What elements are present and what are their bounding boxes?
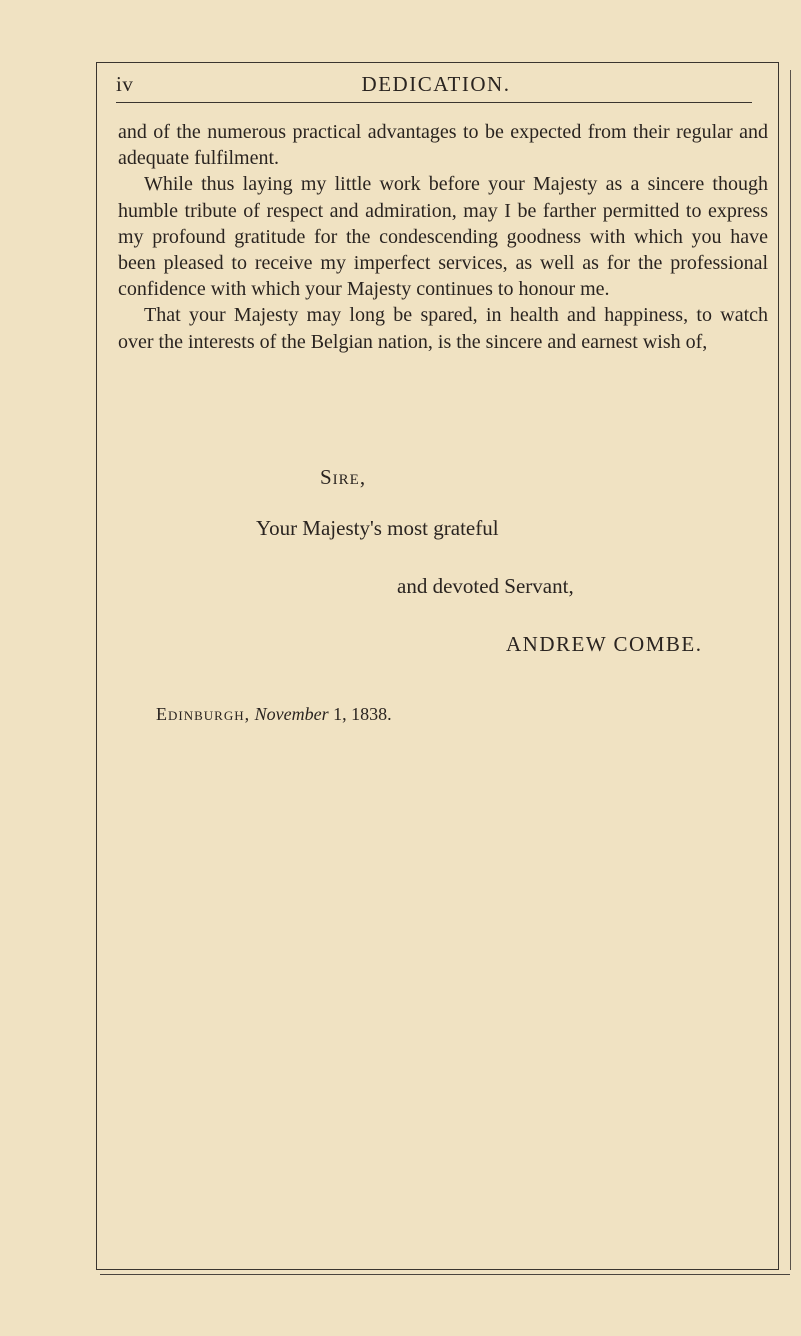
paragraph-tribute: While thus laying my little work before your Majesty as a sincere though humble tribute of respect and admiration, may I be farther permitted to express my profound gratitude for the condescending goodness with which you have been pleased to receive my imperfect services, as well as for the professional confidence with which your Majesty continues to honour me. — [118, 173, 768, 301]
signature: ANDREW COMBE. — [506, 632, 703, 656]
running-head-title: DEDICATION. — [361, 72, 511, 96]
dedication-body — [118, 119, 768, 355]
page-right-edge — [786, 70, 791, 1270]
salutation: Sire, — [320, 465, 367, 489]
closing-line-1: Your Majesty's most grateful — [256, 516, 499, 540]
header-rule — [116, 102, 752, 103]
paragraph-wish: That your Majesty may long be spared, in health and happiness, to watch over the interests of the Belgian nation, is the sincere and earnest wish of, — [118, 304, 768, 353]
page-number: iv — [116, 72, 134, 96]
dateline-month: November — [254, 704, 329, 724]
closing-line-2: and devoted Servant, — [397, 574, 574, 598]
running-head — [116, 72, 756, 106]
page-bottom-edge — [100, 1268, 790, 1275]
dateline — [156, 704, 392, 725]
dateline-place: Edinburgh, — [156, 704, 251, 724]
paragraph-continuation: and of the numerous practical advantages to be expected from their regular and adequate fulfilment. — [118, 121, 768, 170]
dateline-day-year: 1, 1838. — [333, 704, 392, 724]
